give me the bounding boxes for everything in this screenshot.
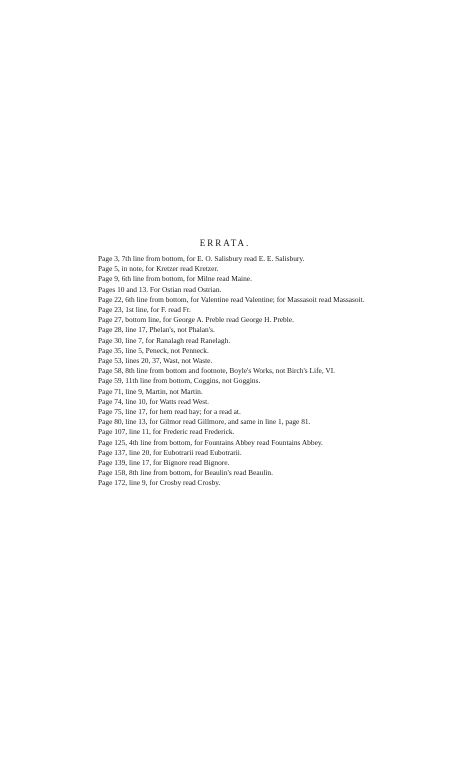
errata-entry: Page 59, 11th line from bottom, Coggins, not Goggins. [98,376,261,386]
errata-entry: Page 22, 6th line from bottom, for Valentine read Valentine; for Massasoit read Massasoit. [98,294,365,304]
errata-entry: Page 139, line 17, for Bignore read Bignore. [98,458,230,468]
errata-entry: Page 80, line 13, for Gilmor read Gillmore, and same in line 1, page 81. [98,417,311,427]
errata-entry: Page 28, line 17, Phelan's, not Phalan's. [98,325,215,335]
errata-entry: Page 137, line 20, for Eubotrarii read Eubotrarii. [98,447,242,457]
errata-entry: Page 125, 4th line from bottom, for Fountains Abbey read Fountains Abbey. [98,437,323,447]
errata-entry: Page 172, line 9, for Crosby read Crosby. [98,478,221,488]
errata-entry: Page 58, 8th line from bottom and footnote, Boyle's Works, not Birch's Life, VI. [98,366,336,376]
errata-entry: Page 23, 1st line, for F. read Fr. [98,305,191,315]
errata-entry: Page 158, 8th line from bottom, for Beaulin's read Beaulin. [98,468,273,478]
errata-entry: Page 107, line 11, for Frederic read Frederick. [98,427,235,437]
errata-entry: Page 27, bottom line, for George A. Preble read George H. Preble. [98,315,294,325]
errata-entry: Page 74, line 10, for Watts read West. [98,396,210,406]
errata-heading: ERRATA. [199,238,251,248]
errata-entry: Page 35, line 5, Peneck, not Penneck. [98,345,209,355]
errata-entry: Page 3, 7th line from bottom, for E. O. Salisbury read E. E. Salisbury. [98,254,305,263]
errata-list [88,254,370,489]
errata-entry: Page 71, line 9, Martin, not Martin. [98,386,203,396]
errata-entry: Page 75, line 17, for hem read hay; for a read at. [98,407,241,417]
errata-entry: Page 9, 6th line from bottom, for Milne read Maine. [98,274,252,284]
errata-entry: Page 53, lines 20, 37, Wast, not Waste. [98,356,213,366]
errata-entry: Pages 10 and 13. For Ostian read Ostrian. [98,284,222,294]
errata-entry: Page 30, line 7, for Ranalagh read Ranelagh. [98,335,231,345]
errata-entry: Page 5, in note, for Kretzer read Kretzer. [98,264,219,274]
